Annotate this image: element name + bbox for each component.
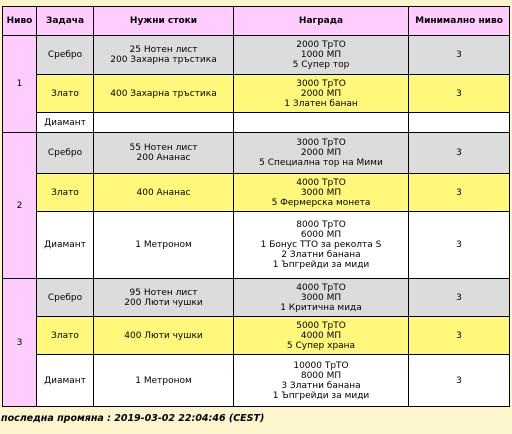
- goods-line: 25 Нотен лист: [129, 45, 198, 55]
- reward-cell: [234, 279, 409, 317]
- header-goods: Нужни стоки: [94, 7, 234, 36]
- reward-cell: [234, 133, 409, 174]
- table-body: [3, 36, 510, 407]
- reward-cell: [234, 113, 409, 133]
- task-cell: Злато: [37, 174, 94, 212]
- task-cell: Диамант: [37, 212, 94, 279]
- quest-reward-table: [2, 6, 510, 407]
- min-level-cell: 3: [409, 133, 510, 174]
- goods-cell: [94, 113, 234, 133]
- goods-cell: [94, 174, 234, 212]
- min-level-cell: 3: [409, 174, 510, 212]
- reward-line: 1 Златен банан: [284, 98, 358, 109]
- goods-line: 400 Люти чушки: [124, 330, 203, 341]
- goods-cell: [94, 317, 234, 355]
- task-cell: Сребро: [37, 279, 94, 317]
- table-row: [3, 75, 510, 113]
- reward-line: 3000 ТрТО: [296, 78, 346, 89]
- reward-cell: [234, 212, 409, 279]
- reward-line: 2 Златни банана: [281, 250, 361, 260]
- reward-line: 6000 МП: [300, 230, 342, 240]
- table-row: [3, 317, 510, 355]
- header-task: Задача: [37, 7, 94, 36]
- reward-cell: [234, 355, 409, 407]
- table-row: [3, 133, 510, 174]
- reward-cell: [234, 75, 409, 113]
- goods-line: 95 Нотен лист: [129, 287, 198, 298]
- min-level-cell: [409, 113, 510, 133]
- task-cell: Диамант: [37, 113, 94, 133]
- reward-line: 3000 ТрТО: [296, 138, 346, 148]
- level-cell: 3: [3, 279, 37, 407]
- task-cell: Диамант: [37, 355, 94, 407]
- reward-line: 1 Ъпгрейди за миди: [272, 260, 370, 270]
- table-row: [3, 113, 510, 133]
- min-level-cell: 3: [409, 355, 510, 407]
- table-row: [3, 355, 510, 407]
- task-cell: Сребро: [37, 133, 94, 174]
- reward-line: 4000 МП: [300, 330, 342, 341]
- reward-line: 1 Ъпгрейди за миди: [272, 390, 370, 401]
- reward-line: 10000 ТрТО: [293, 360, 349, 371]
- reward-line: 8000 МП: [300, 370, 342, 381]
- goods-cell: [94, 212, 234, 279]
- goods-cell: [94, 133, 234, 174]
- reward-line: 2000 МП: [300, 148, 342, 158]
- goods-cell: [94, 279, 234, 317]
- reward-line: 2000 ТрТО: [296, 40, 346, 50]
- goods-cell: [94, 75, 234, 113]
- level-cell: 1: [3, 36, 37, 133]
- goods-line: 400 Ананас: [136, 187, 191, 198]
- table-row: [3, 36, 510, 75]
- reward-line: 5 Фермерска монета: [271, 197, 371, 208]
- task-cell: Злато: [37, 75, 94, 113]
- header-min-level: Минимално ниво: [409, 7, 510, 36]
- level-cell: 2: [3, 133, 37, 279]
- reward-line: 4000 ТрТО: [296, 177, 346, 188]
- goods-line: 200 Ананас: [136, 153, 191, 163]
- min-level-cell: 3: [409, 75, 510, 113]
- reward-cell: [234, 174, 409, 212]
- header-reward: Награда: [234, 7, 409, 36]
- reward-cell: [234, 317, 409, 355]
- goods-cell: [94, 36, 234, 75]
- header-level: Ниво: [3, 7, 37, 36]
- goods-line: 1 Метроном: [135, 240, 192, 250]
- reward-line: 5 Супер храна: [286, 340, 356, 351]
- goods-cell: [94, 355, 234, 407]
- reward-line: 5000 ТрТО: [296, 320, 346, 331]
- table-row: [3, 174, 510, 212]
- reward-line: 3 Златни банана: [281, 380, 361, 391]
- reward-cell: [234, 36, 409, 75]
- reward-line: 1 Критична мида: [280, 302, 362, 313]
- min-level-cell: 3: [409, 212, 510, 279]
- reward-line: 1000 МП: [300, 50, 342, 60]
- min-level-cell: 3: [409, 317, 510, 355]
- reward-line: 1 Бонус ТТО за реколта S: [260, 240, 382, 250]
- table-header-row: [3, 7, 510, 36]
- table-row: [3, 279, 510, 317]
- reward-line: 5 Супер тор: [292, 60, 350, 70]
- last-modified-text: последна промяна : 2019-03-02 22:04:46 (CEST): [1, 413, 265, 424]
- goods-line: 55 Нотен лист: [129, 143, 198, 153]
- task-cell: Злато: [37, 317, 94, 355]
- goods-line: 400 Захарна тръстика: [110, 88, 217, 99]
- min-level-cell: 3: [409, 36, 510, 75]
- reward-line: 3000 МП: [300, 187, 342, 198]
- goods-line: 1 Метроном: [135, 375, 192, 386]
- reward-line: 8000 ТрТО: [296, 220, 346, 230]
- reward-line: 5 Специална тор на Мими: [259, 158, 383, 168]
- task-cell: Сребро: [37, 36, 94, 75]
- goods-line: 200 Люти чушки: [124, 297, 203, 308]
- min-level-cell: 3: [409, 279, 510, 317]
- goods-line: 200 Захарна тръстика: [110, 55, 217, 65]
- table-row: [3, 212, 510, 279]
- reward-line: 3000 МП: [300, 292, 342, 303]
- reward-line: 4000 ТрТО: [296, 282, 346, 293]
- reward-line: 2000 МП: [300, 88, 342, 99]
